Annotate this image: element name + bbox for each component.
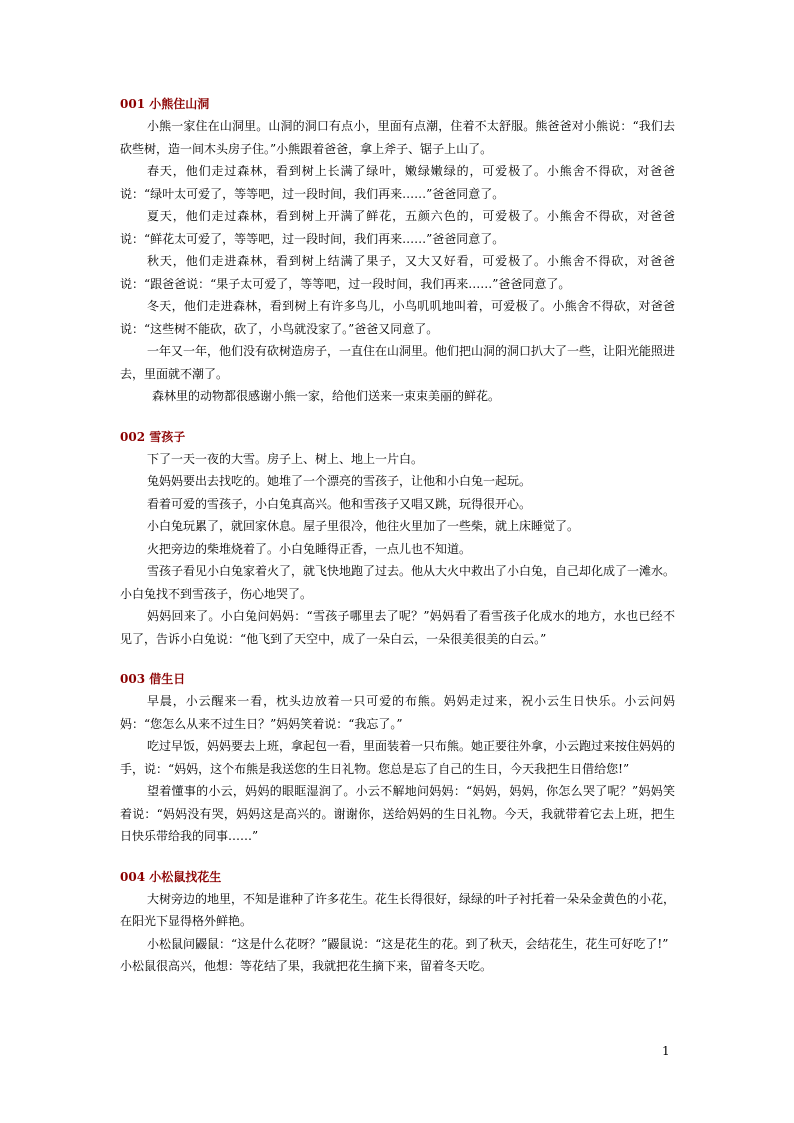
story-title: 004 小松鼠找花生: [120, 869, 222, 884]
paragraph: 早晨，小云醒来一看，枕头边放着一只可爱的布熊。妈妈走过来，祝小云生日快乐。小云问妈妈：“您怎么从来不过生日？”妈妈笑着说：“我忘了。”: [120, 694, 675, 731]
paragraph: 兔妈妈要出去找吃的。她堆了一个漂亮的雪孩子，让他和小白兔一起玩。: [147, 474, 532, 488]
paragraph: 冬天，他们走进森林，看到树上有许多鸟儿，小鸟叽叽地叫着，可爱极了。小熊舍不得砍，对爸爸说：“这些树不能砍，砍了，小鸟就没家了。”爸爸又同意了。: [120, 299, 675, 336]
paragraph: 下了一天一夜的大雪。房子上、树上、地上一片白。: [147, 451, 424, 466]
paragraph: 小白兔玩累了，就回家休息。屋子里很冷，他往火里加了一些柴，就上床睡觉了。: [147, 519, 580, 533]
paragraph: 一年又一年，他们没有砍树造房子，一直住在山洞里。他们把山洞的洞口扒大了一些，让阳光能照进去，里面就不潮了。: [120, 344, 676, 381]
story-title: 003 借生日: [120, 672, 186, 686]
paragraph: 小松鼠很高兴，他想：等花结了果，我就把花生摘下来，留着冬天吃。: [120, 959, 493, 973]
story-section: [120, 671, 675, 848]
page-number: 1: [662, 1044, 670, 1058]
section-spacer: [120, 408, 675, 429]
paragraph: 小熊一家住在山洞里。山洞的洞口有点小，里面有点潮，住着不太舒服。熊爸爸对小熊说：“我们去砍些树，造一间木头房子住。”小熊跟着爸爸，拿上斧子、锯子上山了。: [120, 119, 675, 156]
story-title: 002 雪孩子: [120, 429, 186, 444]
paragraph: 大树旁边的地里，不知是谁种了许多花生。花生长得很好，绿绿的叶子衬托着一朵朵金黄色的小花，在阳光下显得格外鲜艳。: [120, 891, 676, 928]
paragraph: 雪孩子看见小白兔家着火了，就飞快地跑了过去。他从大火中救出了小白兔，自己却化成了一滩水。: [147, 564, 676, 578]
paragraph: 夏天，他们走过森林，看到树上开满了鲜花，五颜六色的，可爱极了。小熊舍不得砍，对爸爸说：“鲜花太可爱了，等等吧，过一段时间，我们再来……”爸爸同意了。: [120, 209, 675, 246]
paragraph: 春天，他们走过森林，看到树上长满了绿叶，嫩绿嫩绿的，可爱极了。小熊舍不得砍，对爸爸说：“绿叶太可爱了，等等吧，过一段时间，我们再来……”爸爸同意了。: [120, 164, 675, 201]
story-section: [120, 869, 675, 978]
section-spacer: [120, 650, 675, 671]
paragraph: 妈妈回来了。小白兔问妈妈：“雪孩子哪里去了呢？”妈妈看了看雪孩子化成水的地方，水也已经不见了，告诉小白兔说：“他飞到了天空中，成了一朵白云，一朵很美很美的白云。”: [120, 609, 675, 646]
story-title: 001 小熊住山洞: [120, 97, 210, 111]
document-body: [120, 96, 675, 978]
section-spacer: [120, 848, 675, 869]
story-section: [120, 96, 675, 408]
paragraph: 火把旁边的柴堆烧着了。小白兔睡得正香，一点儿也不知道。: [147, 541, 472, 556]
paragraph: 小松鼠问鼹鼠：“这是什么花呀？”鼹鼠说：“这是花生的花。到了秋天，会结花生，花生可好吃了!”: [147, 936, 669, 951]
paragraph: 吃过早饭，妈妈要去上班，拿起包一看，里面装着一只布熊。她正要往外拿，小云跑过来按住妈妈的手，说：“妈妈，这个布熊是我送您的生日礼物。您总是忘了自己的生日，今天我把生日借给您!”: [120, 739, 676, 776]
paragraph: 小白兔找不到雪孩子，伤心地哭了。: [120, 586, 313, 601]
paragraph: 秋天，他们走进森林，看到树上结满了果子，又大又好看，可爱极了。小熊舍不得砍，对爸爸说：“跟爸爸说：“果子太可爱了，等等吧，过一段时间，我们再来……”爸爸同意了。: [120, 254, 675, 291]
paragraph: 望着懂事的小云，妈妈的眼眶湿润了。小云不解地问妈妈：“妈妈，妈妈，你怎么哭了呢？”妈妈笑着说：“妈妈没有哭，妈妈这是高兴的。谢谢你，送给妈妈的生日礼物。今天，我就带着它去上班，把生日快乐带给我的同事……”: [120, 784, 675, 843]
story-section: [120, 429, 675, 651]
paragraph: 看着可爱的雪孩子，小白兔真高兴。他和雪孩子又唱又跳，玩得很开心。: [147, 496, 532, 511]
paragraph: 森林里的动物都很感谢小熊一家，给他们送来一束束美丽的鲜花。: [152, 389, 501, 403]
